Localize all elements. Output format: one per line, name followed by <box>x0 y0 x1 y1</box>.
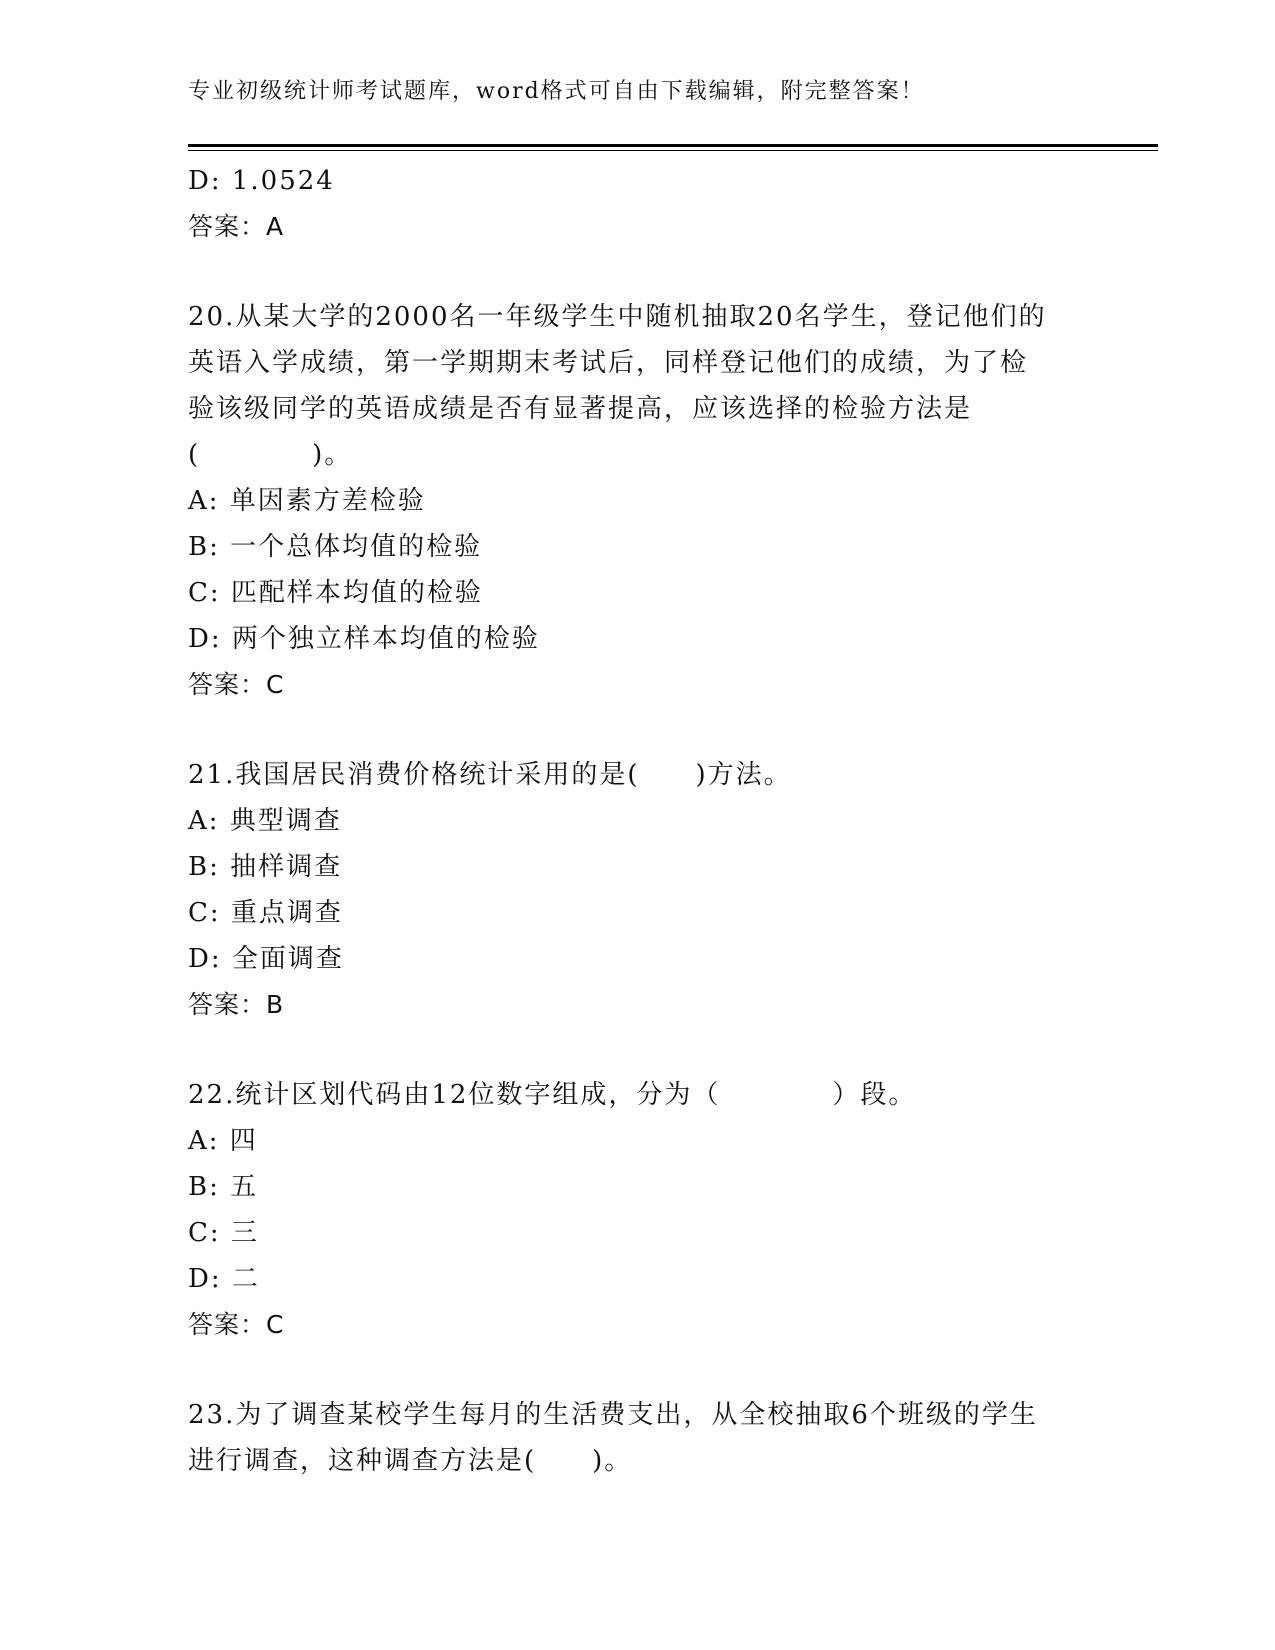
header-rule-thin <box>188 150 1158 151</box>
option-c: C: 重点调查 <box>188 898 343 928</box>
question-stem-line: 22.统计区划代码由12位数字组成，分为（ ）段。 <box>188 1080 917 1110</box>
page-header: 专业初级统计师考试题库，word格式可自由下载编辑，附完整答案！ <box>188 79 925 104</box>
question-20 <box>188 294 1088 708</box>
option-a: A: 典型调查 <box>188 806 342 836</box>
header-rule-thick <box>188 144 1158 147</box>
option-c: C: 匹配样本均值的检验 <box>188 578 483 608</box>
option-b: B: 五 <box>188 1172 259 1202</box>
question-stem-line: 英语入学成绩，第一学期期末考试后，同样登记他们的成绩，为了检 <box>188 348 1029 378</box>
question-22 <box>188 1072 1088 1348</box>
question-stem-line: 21.我国居民消费价格统计采用的是( )方法。 <box>188 760 792 790</box>
option-a: A: 四 <box>188 1126 258 1156</box>
prev-option-d: D: 1.0524 <box>188 166 335 196</box>
question-stem-line: ( )。 <box>188 440 353 470</box>
question-stem-line: 验该级同学的英语成绩是否有显著提高，应该选择的检验方法是 <box>188 394 973 424</box>
answer-line: 答案：C <box>188 1310 285 1339</box>
option-a: A: 单因素方差检验 <box>188 486 426 516</box>
question-stem-line: 20.从某大学的2000名一年级学生中随机抽取20名学生，登记他们的 <box>188 302 1047 332</box>
option-c: C: 三 <box>188 1218 259 1248</box>
answer-line: 答案：C <box>188 670 285 699</box>
question-content <box>188 158 1088 1484</box>
question-stem-line: 23.为了调查某校学生每月的生活费支出，从全校抽取6个班级的学生 <box>188 1400 1038 1430</box>
option-b: B: 抽样调查 <box>188 852 343 882</box>
question-stem-line: 进行调查，这种调查方法是( )。 <box>188 1446 633 1476</box>
question-21 <box>188 752 1088 1028</box>
answer-line: 答案：B <box>188 990 285 1019</box>
question-23 <box>188 1392 1088 1484</box>
prev-answer: 答案：A <box>188 212 285 241</box>
option-d: D: 二 <box>188 1264 260 1294</box>
option-d: D: 两个独立样本均值的检验 <box>188 624 540 654</box>
option-b: B: 一个总体均值的检验 <box>188 532 483 562</box>
option-d: D: 全面调查 <box>188 944 344 974</box>
